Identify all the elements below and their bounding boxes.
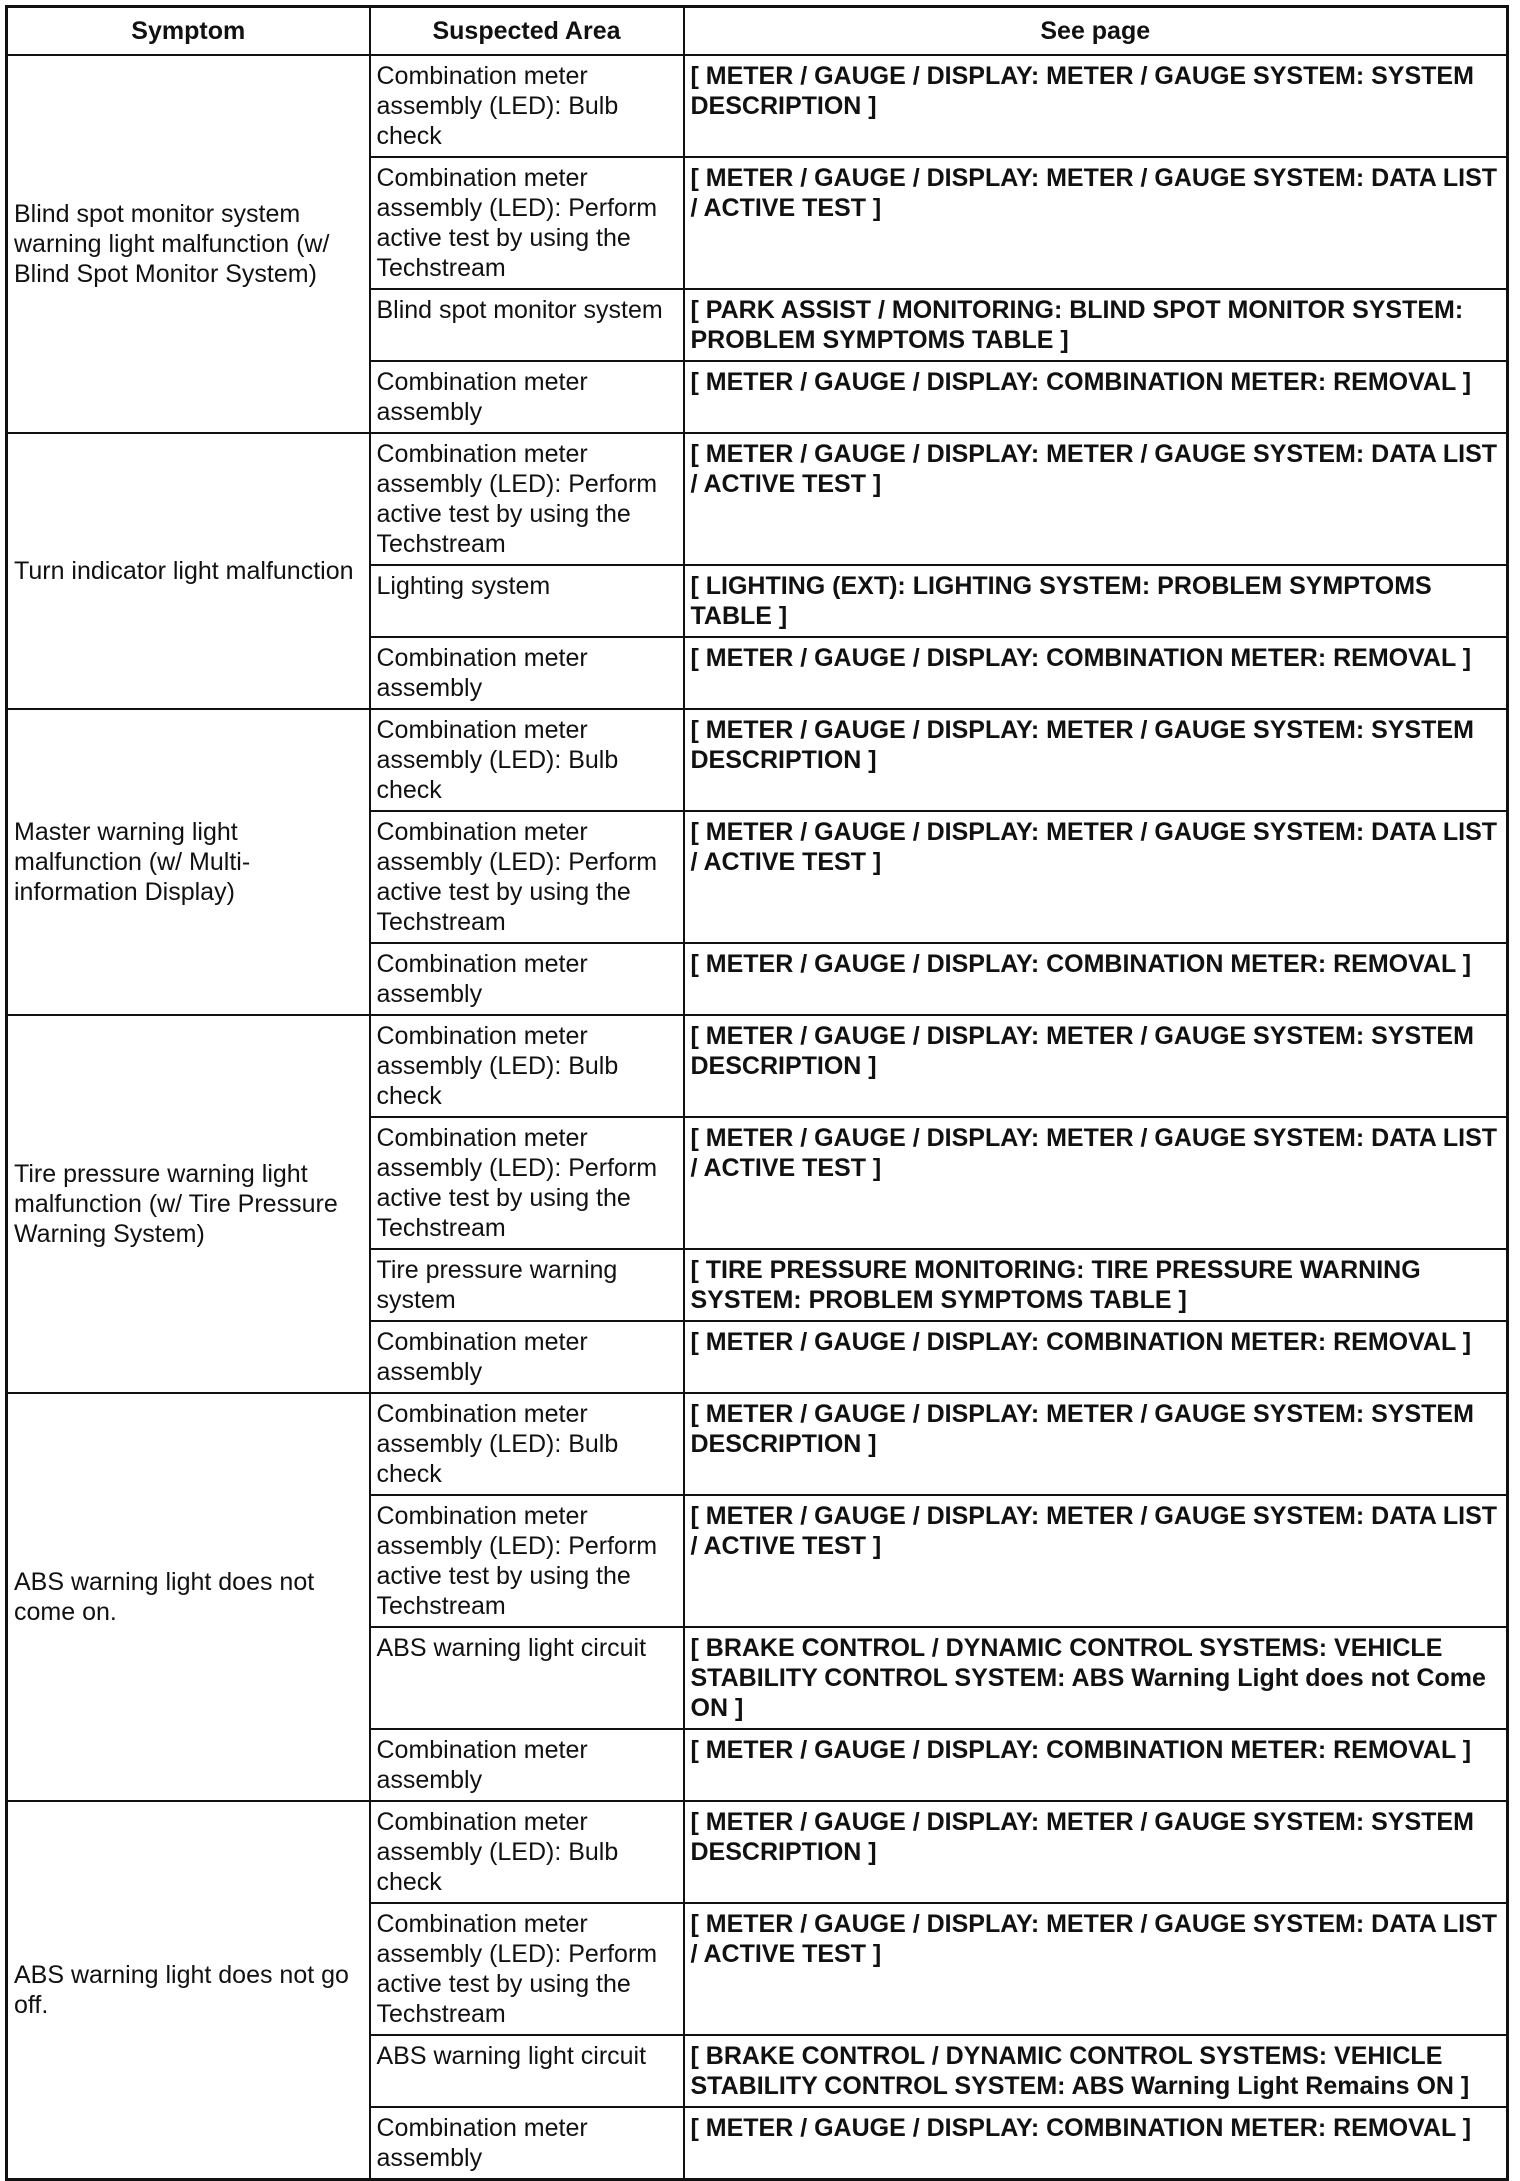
header-symptom: Symptom [7,7,370,56]
suspected-area-cell: Combination meter assembly [370,1321,684,1393]
suspected-area-cell: Combination meter assembly (LED): Bulb check [370,1801,684,1903]
see-page-link[interactable]: [ METER / GAUGE / DISPLAY: COMBINATION METER: REMOVAL ] [684,2107,1508,2180]
see-page-link[interactable]: [ METER / GAUGE / DISPLAY: COMBINATION METER: REMOVAL ] [684,1321,1508,1393]
table-row [7,1015,1508,1117]
suspected-area-cell: Combination meter assembly (LED): Perform active test by using the Techstream [370,1903,684,2035]
see-page-link[interactable]: [ BRAKE CONTROL / DYNAMIC CONTROL SYSTEMS: VEHICLE STABILITY CONTROL SYSTEM: ABS Warning Light Remains ON ] [684,2035,1508,2107]
see-page-link[interactable]: [ METER / GAUGE / DISPLAY: METER / GAUGE SYSTEM: DATA LIST / ACTIVE TEST ] [684,157,1508,289]
table-row [7,55,1508,157]
suspected-area-cell: ABS warning light circuit [370,2035,684,2107]
symptom-cell: ABS warning light does not go off. [7,1801,370,2180]
symptom-cell: Blind spot monitor system warning light malfunction (w/ Blind Spot Monitor System) [7,55,370,433]
see-page-link[interactable]: [ METER / GAUGE / DISPLAY: COMBINATION METER: REMOVAL ] [684,361,1508,433]
see-page-link[interactable]: [ METER / GAUGE / DISPLAY: METER / GAUGE SYSTEM: SYSTEM DESCRIPTION ] [684,55,1508,157]
table-row [7,433,1508,565]
see-page-link[interactable]: [ METER / GAUGE / DISPLAY: COMBINATION METER: REMOVAL ] [684,637,1508,709]
suspected-area-cell: Combination meter assembly [370,2107,684,2180]
see-page-link[interactable]: [ BRAKE CONTROL / DYNAMIC CONTROL SYSTEMS: VEHICLE STABILITY CONTROL SYSTEM: ABS Warning Light does not Come ON ] [684,1627,1508,1729]
see-page-link[interactable]: [ TIRE PRESSURE MONITORING: TIRE PRESSURE WARNING SYSTEM: PROBLEM SYMPTOMS TABLE ] [684,1249,1508,1321]
suspected-area-cell: Lighting system [370,565,684,637]
suspected-area-cell: Combination meter assembly (LED): Bulb check [370,1393,684,1495]
suspected-area-cell: Combination meter assembly (LED): Perform active test by using the Techstream [370,1495,684,1627]
see-page-link[interactable]: [ METER / GAUGE / DISPLAY: METER / GAUGE SYSTEM: SYSTEM DESCRIPTION ] [684,1015,1508,1117]
suspected-area-cell: Combination meter assembly (LED): Perform active test by using the Techstream [370,157,684,289]
see-page-link[interactable]: [ METER / GAUGE / DISPLAY: COMBINATION METER: REMOVAL ] [684,943,1508,1015]
header-see-page: See page [684,7,1508,56]
symptom-cell: Turn indicator light malfunction [7,433,370,709]
suspected-area-cell: Combination meter assembly [370,637,684,709]
suspected-area-cell: Combination meter assembly (LED): Bulb check [370,1015,684,1117]
table-header-row [7,7,1508,56]
see-page-link[interactable]: [ METER / GAUGE / DISPLAY: METER / GAUGE SYSTEM: DATA LIST / ACTIVE TEST ] [684,1903,1508,2035]
symptom-cell: Master warning light malfunction (w/ Multi-information Display) [7,709,370,1015]
see-page-link[interactable]: [ LIGHTING (EXT): LIGHTING SYSTEM: PROBLEM SYMPTOMS TABLE ] [684,565,1508,637]
see-page-link[interactable]: [ METER / GAUGE / DISPLAY: METER / GAUGE SYSTEM: SYSTEM DESCRIPTION ] [684,1801,1508,1903]
see-page-link[interactable]: [ METER / GAUGE / DISPLAY: COMBINATION METER: REMOVAL ] [684,1729,1508,1801]
header-suspected-area: Suspected Area [370,7,684,56]
suspected-area-cell: Combination meter assembly [370,361,684,433]
see-page-link[interactable]: [ METER / GAUGE / DISPLAY: METER / GAUGE SYSTEM: DATA LIST / ACTIVE TEST ] [684,1117,1508,1249]
suspected-area-cell: Combination meter assembly (LED): Bulb check [370,55,684,157]
suspected-area-cell: Combination meter assembly (LED): Perform active test by using the Techstream [370,1117,684,1249]
suspected-area-cell: ABS warning light circuit [370,1627,684,1729]
see-page-link[interactable]: [ METER / GAUGE / DISPLAY: METER / GAUGE SYSTEM: DATA LIST / ACTIVE TEST ] [684,433,1508,565]
suspected-area-cell: Combination meter assembly (LED): Perform active test by using the Techstream [370,433,684,565]
see-page-link[interactable]: [ METER / GAUGE / DISPLAY: METER / GAUGE SYSTEM: DATA LIST / ACTIVE TEST ] [684,811,1508,943]
symptom-cell: ABS warning light does not come on. [7,1393,370,1801]
suspected-area-cell: Tire pressure warning system [370,1249,684,1321]
see-page-link[interactable]: [ PARK ASSIST / MONITORING: BLIND SPOT MONITOR SYSTEM: PROBLEM SYMPTOMS TABLE ] [684,289,1508,361]
suspected-area-cell: Combination meter assembly [370,1729,684,1801]
problem-symptoms-document [5,5,1506,2172]
table-row [7,709,1508,811]
symptom-cell: Tire pressure warning light malfunction (w/ Tire Pressure Warning System) [7,1015,370,1393]
problem-symptoms-table [5,5,1509,2181]
suspected-area-cell: Combination meter assembly [370,943,684,1015]
suspected-area-cell: Combination meter assembly (LED): Bulb check [370,709,684,811]
see-page-link[interactable]: [ METER / GAUGE / DISPLAY: METER / GAUGE SYSTEM: SYSTEM DESCRIPTION ] [684,1393,1508,1495]
table-row [7,1393,1508,1495]
see-page-link[interactable]: [ METER / GAUGE / DISPLAY: METER / GAUGE SYSTEM: SYSTEM DESCRIPTION ] [684,709,1508,811]
see-page-link[interactable]: [ METER / GAUGE / DISPLAY: METER / GAUGE SYSTEM: DATA LIST / ACTIVE TEST ] [684,1495,1508,1627]
suspected-area-cell: Combination meter assembly (LED): Perform active test by using the Techstream [370,811,684,943]
suspected-area-cell: Blind spot monitor system [370,289,684,361]
